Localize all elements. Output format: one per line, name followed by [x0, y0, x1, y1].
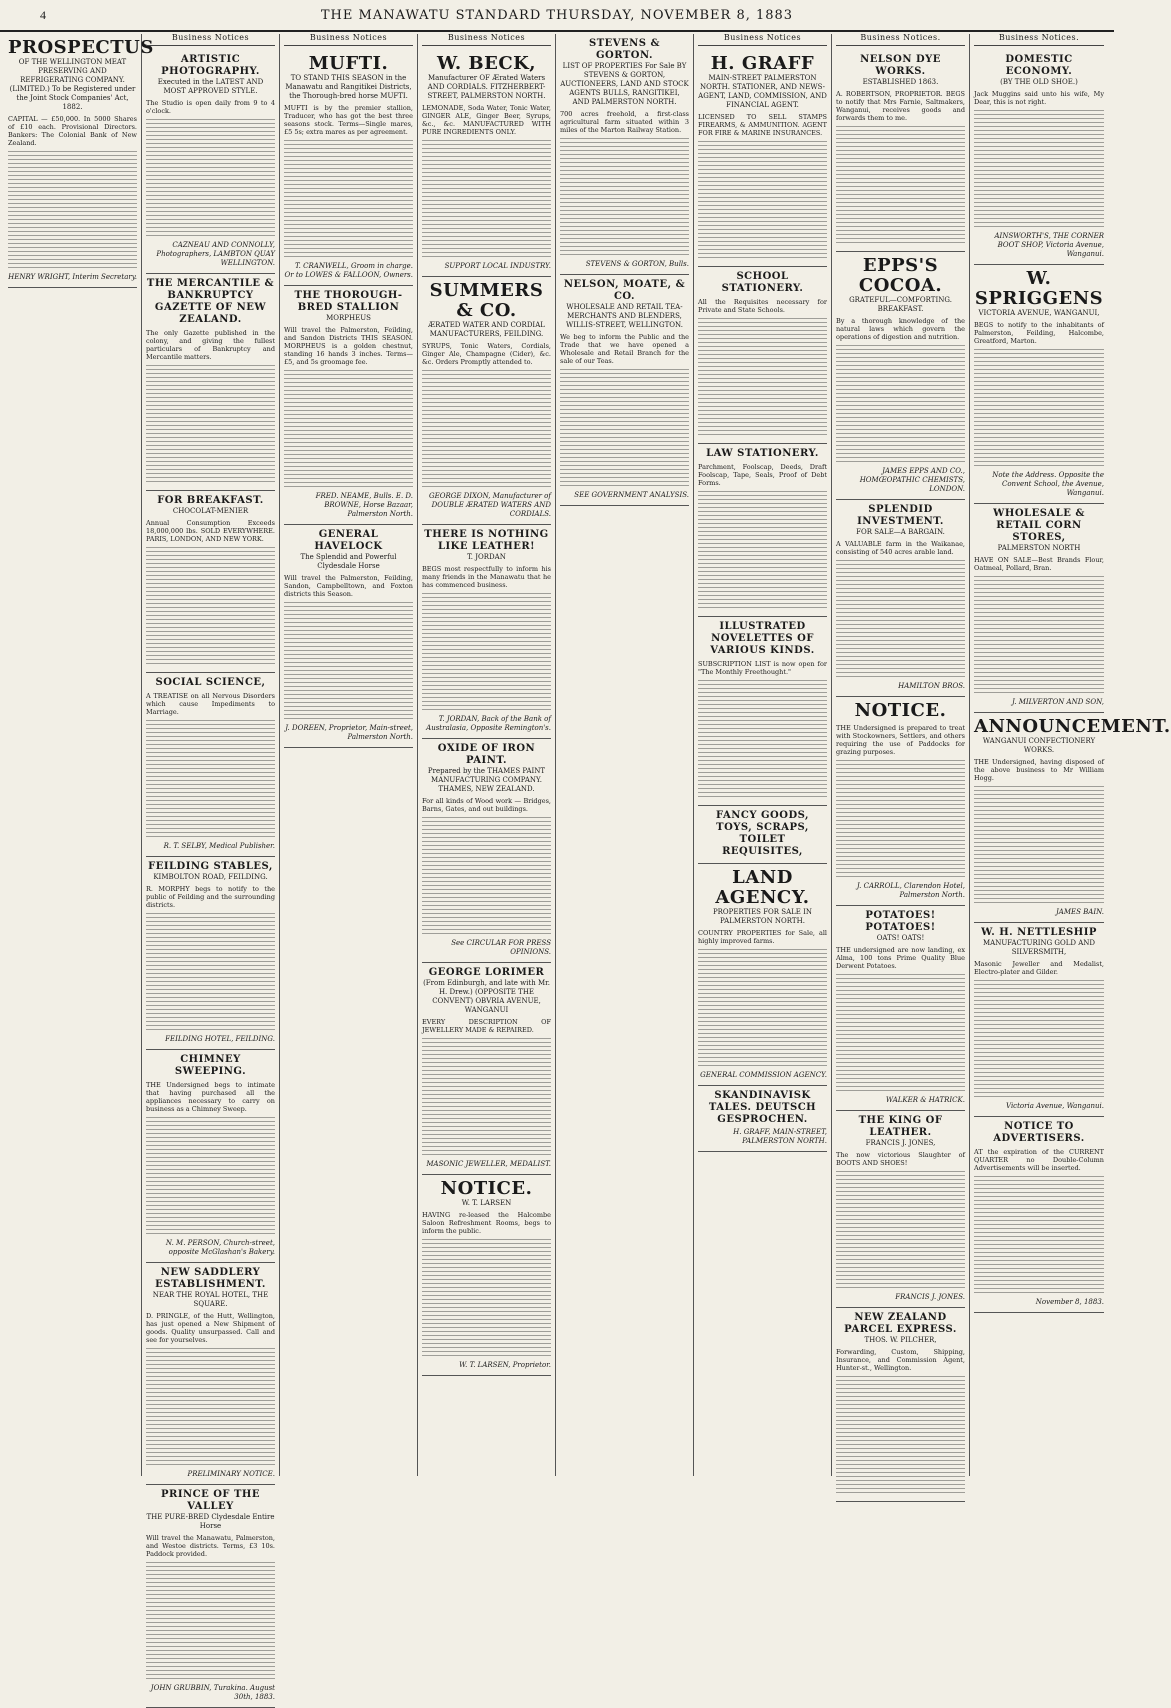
- small-print-lines: [146, 1562, 275, 1682]
- ad-title: FOR BREAKFAST.: [157, 494, 264, 506]
- ad-subtitle: TO STAND THIS SEASON in the Manawatu and Rangitikei Districts, the Thorough-bred horse MUFTI.: [285, 73, 412, 100]
- ad-signature: N. M. PERSON, Church-street, opposite McGlashan's Bakery.: [165, 1238, 275, 1256]
- ad-title: W. H. NETTLESHIP: [981, 926, 1097, 938]
- advertisement: [284, 525, 413, 748]
- masthead: [0, 0, 1114, 32]
- ad-title: NELSON DYE WORKS.: [860, 53, 941, 77]
- advertisement: [284, 50, 413, 286]
- small-print-lines: [836, 345, 965, 465]
- ad-title: SKANDINAVISK TALES. DEUTSCH GESPROCHEN.: [708, 1089, 817, 1125]
- ad-subtitle: KIMBOLTON ROAD, FEILDING.: [153, 872, 268, 881]
- ad-subtitle: W. T. LARSEN: [461, 1198, 512, 1207]
- column-header: Business Notices.: [974, 34, 1104, 46]
- ad-body-text: Annual Consumption Exceeds 18,000,000 lbs. SOLD EVERYWHERE. PARIS, LONDON, AND NEW YORK.: [146, 518, 275, 543]
- ad-body-text: The only Gazette published in the colony, and giving the fullest particulars of Bankruptcy and Mercantile matters.: [146, 328, 275, 361]
- ad-title: NEW ZEALAND PARCEL EXPRESS.: [844, 1311, 957, 1335]
- column-header: Business Notices: [422, 34, 551, 46]
- small-print-lines: [422, 370, 551, 490]
- advertisement: [974, 504, 1104, 713]
- ad-body-text: THE Undersigned is prepared to treat with Stockowners, Settlers, and others requiring the use of Paddocks for grazing purposes.: [836, 723, 965, 756]
- ad-subtitle: FOR SALE—A BARGAIN.: [856, 527, 945, 536]
- ad-body-text: EVERY DESCRIPTION OF JEWELLERY MADE & REPAIRED.: [422, 1017, 551, 1034]
- advertisement: [698, 267, 827, 444]
- column-1: [4, 34, 154, 1476]
- ad-title: EPPS'S COCOA.: [858, 254, 943, 296]
- small-print-lines: [836, 974, 965, 1094]
- ad-subtitle: T. JORDAN: [467, 552, 506, 561]
- ad-subtitle: PROPERTIES FOR SALE IN PALMERSTON NORTH.: [712, 907, 813, 925]
- ad-title: ARTISTIC PHOTOGRAPHY.: [161, 53, 260, 77]
- ad-body-text: A TREATISE on all Nervous Disorders which cause Impediments to Marriage.: [146, 691, 275, 716]
- ad-title: NOTICE TO ADVERTISERS.: [993, 1120, 1085, 1144]
- ad-body-text: SYRUPS, Tonic Waters, Cordials, Ginger Ale, Champagne (Cider), &c. &c. Orders Promptly attended to.: [422, 341, 551, 366]
- advertisement: [698, 1086, 827, 1152]
- ad-signature: J. CARROLL, Clarendon Hotel, Palmerston North.: [856, 881, 965, 899]
- ad-body-text: THE undersigned are now landing, ex Alma, 100 tons Prime Quality Blue Derwent Potatoes.: [836, 945, 965, 970]
- column-6: [694, 34, 832, 1476]
- advertisement: [146, 1485, 275, 1708]
- ad-subtitle: OATS! OATS!: [876, 933, 925, 942]
- ad-signature: November 8, 1883.: [1035, 1297, 1104, 1306]
- ad-subtitle: FRANCIS J. JONES,: [865, 1138, 936, 1147]
- column-5: [556, 34, 694, 1476]
- ad-title: LAND AGENCY.: [715, 866, 810, 908]
- advertisement: [422, 50, 551, 277]
- ad-body-text: THE Undersigned, having disposed of the above business to Mr William Hogg.: [974, 757, 1104, 782]
- ad-title: THERE IS NOTHING LIKE LEATHER!: [424, 528, 549, 552]
- ad-signature: JAMES EPPS AND CO., HOMŒOPATHIC CHEMISTS, LONDON.: [859, 466, 965, 493]
- ad-body-text: All the Requisites necessary for Private and State Schools.: [698, 297, 827, 314]
- small-print-lines: [698, 491, 827, 611]
- ad-title: THE THOROUGH-BRED STALLION: [294, 289, 403, 313]
- ad-title: SPLENDID INVESTMENT.: [857, 503, 944, 527]
- ad-body-text: THE Undersigned begs to intimate that having purchased all the appliances necessary to carry on business as a Chimney Sweep.: [146, 1080, 275, 1113]
- ad-signature: J. DOREEN, Proprietor, Main-street, Palmerston North.: [285, 723, 413, 741]
- ad-signature: MASONIC JEWELLER, MEDALIST.: [426, 1159, 551, 1168]
- ad-signature: SUPPORT LOCAL INDUSTRY.: [444, 261, 551, 270]
- column-3: [280, 34, 418, 1476]
- advertisement: [422, 277, 551, 525]
- small-print-lines: [422, 817, 551, 937]
- ad-body-text: HAVING re-leased the Halcombe Saloon Refreshment Rooms, begs to inform the public.: [422, 1210, 551, 1235]
- ad-title: STEVENS & GORTON.: [588, 38, 661, 61]
- advertisement: [698, 617, 827, 806]
- ad-signature: CAZNEAU AND CONNOLLY, Photographers, LAMBTON QUAY WELLINGTON.: [156, 240, 275, 267]
- ad-body-text: A VALUABLE farm in the Waikanae, consisting of 540 acres arable land.: [836, 539, 965, 556]
- column-header: Business Notices.: [836, 34, 965, 46]
- small-print-lines: [974, 786, 1104, 906]
- small-print-lines: [422, 593, 551, 713]
- ad-body-text: Will travel the Palmerston, Feilding, and Sandon Districts THIS SEASON. MORPHEUS is a golden chestnut, standing 16 hands 3 inches. Terms—£5, and 5s groomage fee.: [284, 325, 413, 366]
- ad-title: FANCY GOODS, TOYS, SCRAPS, TOILET REQUISITES,: [716, 809, 809, 857]
- ad-subtitle: (From Edinburgh, and late with Mr. H. Drew.) (OPPOSITE THE CONVENT) OBVRIA AVENUE, WANGANUI: [423, 978, 550, 1014]
- advertisement: [284, 286, 413, 525]
- small-print-lines: [422, 1038, 551, 1158]
- ad-subtitle: Prepared by the THAMES PAINT MANUFACTURING COMPANY. THAMES, NEW ZEALAND.: [427, 766, 546, 793]
- ad-body-text: The Studio is open daily from 9 to 4 o'clock.: [146, 98, 275, 115]
- ad-subtitle: ESTABLISHED 1863.: [862, 77, 939, 86]
- ad-subtitle: VICTORIA AVENUE, WANGANUI,: [978, 308, 1100, 317]
- ad-signature: T. CRANWELL, Groom in charge. Or to LOWES & FALLOON, Owners.: [284, 261, 413, 279]
- ad-signature: AINSWORTH'S, THE CORNER BOOT SHOP, Victoria Avenue, Wanganui.: [994, 231, 1104, 258]
- advertisement: [836, 50, 965, 252]
- ad-body-text: COUNTRY PROPERTIES for Sale, all highly improved farms.: [698, 928, 827, 945]
- ad-subtitle: MORPHEUS: [326, 313, 371, 322]
- column-2: [142, 33, 280, 1701]
- ad-signature: JOHN GRUBBIN, Turakina. August 30th, 1883.: [150, 1683, 275, 1701]
- ad-signature: T. JORDAN, Back of the Bank of Australasia, Opposite Remington's.: [426, 714, 551, 732]
- ad-body-text: Masonic Jeweller and Medalist, Electro-plater and Gilder.: [974, 959, 1104, 976]
- advertisement: [422, 525, 551, 739]
- ad-body-text: Will travel the Manawatu, Palmerston, and Westoe districts. Terms, £3 10s. Paddock provided.: [146, 1533, 275, 1558]
- ad-body-text: LICENSED TO SELL STAMPS FIREARMS, & AMMUNITION. AGENT FOR FIRE & MARINE INSURANCES.: [698, 112, 827, 137]
- small-print-lines: [974, 1176, 1104, 1296]
- advertisement: [974, 923, 1104, 1117]
- advertisement: [698, 806, 827, 864]
- advertisement: [146, 857, 275, 1050]
- ad-signature: H. GRAFF, MAIN-STREET, PALMERSTON NORTH.: [733, 1127, 827, 1145]
- ad-title: MUFTI.: [308, 52, 389, 74]
- ad-signature: JAMES BAIN.: [1055, 907, 1104, 916]
- small-print-lines: [146, 547, 275, 667]
- column-header: Business Notices: [146, 34, 275, 46]
- small-print-lines: [836, 1171, 965, 1291]
- ad-body-text: A. ROBERTSON, PROPRIETOR. BEGS to notify that Mrs Farnie, Saltmakers, Wanganui, receives goods and forwards them to me.: [836, 89, 965, 122]
- ad-body-text: R. MORPHY begs to notify to the public of Feilding and the surrounding districts.: [146, 884, 275, 909]
- ad-subtitle: (BY THE OLD SHOE.): [1000, 77, 1078, 86]
- advertisement: [698, 444, 827, 617]
- small-print-lines: [422, 140, 551, 260]
- small-print-lines: [284, 370, 413, 490]
- advertisement: [836, 1308, 965, 1502]
- page-title: THE MANAWATU STANDARD THURSDAY, NOVEMBER 8, 1883: [320, 7, 794, 23]
- ad-title: THE KING OF LEATHER.: [858, 1114, 943, 1138]
- ad-signature: WALKER & HATRICK.: [885, 1095, 965, 1104]
- small-print-lines: [698, 141, 827, 261]
- advertisement: [146, 50, 275, 274]
- ad-body-text: BEGS most respectfully to inform his many friends in the Manawatu that he has commenced business.: [422, 564, 551, 589]
- ad-title: ILLUSTRATED NOVELETTES OF VARIOUS KINDS.: [710, 620, 815, 656]
- ad-title: GEORGE LORIMER: [428, 966, 545, 978]
- ad-title: PRINCE OF THE VALLEY: [160, 1488, 260, 1512]
- columns: [4, 33, 1171, 1701]
- ad-title: DOMESTIC ECONOMY.: [1005, 53, 1073, 77]
- ad-signature: SEE GOVERNMENT ANALYSIS.: [574, 491, 689, 499]
- ad-signature: J. MILVERTON AND SON,: [1012, 697, 1104, 706]
- ad-subtitle: WHOLESALE AND RETAIL TEA-MERCHANTS AND BLENDERS, WILLIS-STREET, WELLINGTON.: [566, 303, 683, 329]
- column-header: Business Notices: [284, 34, 413, 46]
- ad-subtitle: THE PURE-BRED Clydesdale Entire Horse: [146, 1512, 275, 1530]
- small-print-lines: [836, 1376, 965, 1496]
- ad-body-text: D. PRINGLE, of the Hutt, Wellington, has just opened a New Shipment of goods. Quality unsurpassed. Call and see for yourselves.: [146, 1311, 275, 1344]
- column-4: [418, 34, 556, 1476]
- small-print-lines: [146, 365, 275, 485]
- small-print-lines: [698, 949, 827, 1069]
- small-print-lines: [974, 980, 1104, 1100]
- ad-title: SUMMERS & CO.: [429, 279, 544, 321]
- ad-title: GENERAL HAVELOCK: [314, 528, 383, 552]
- ad-body-text: By a thorough knowledge of the natural laws which govern the operations of digestion and nutrition.: [836, 316, 965, 341]
- ad-subtitle: WANGANUI CONFECTIONERY WORKS.: [982, 736, 1096, 754]
- ad-signature: GENERAL COMMISSION AGENCY.: [700, 1070, 827, 1079]
- small-print-lines: [836, 560, 965, 680]
- ad-title: FEILDING STABLES,: [148, 860, 273, 872]
- advertisement: [560, 275, 689, 506]
- ad-signature: Note the Address. Opposite the Convent School, the Avenue, Wanganui.: [992, 470, 1104, 497]
- ad-body-text: Jack Muggins said unto his wife, My Dear, this is not right.: [974, 89, 1104, 106]
- ad-title: NELSON, MOATE, & CO.: [563, 279, 686, 302]
- ad-subtitle: MANUFACTURING GOLD AND SILVERSMITH,: [982, 938, 1096, 956]
- ad-signature: FRANCIS J. JONES.: [895, 1292, 965, 1301]
- ad-subtitle: MAIN-STREET PALMERSTON NORTH. STATIONER, AND NEWS-AGENT, LAND, COMMISSION, AND FINANCIAL AGENT.: [698, 73, 827, 109]
- advertisement: [698, 50, 827, 267]
- small-print-lines: [8, 151, 137, 271]
- ad-subtitle: THOS. W. PILCHER,: [864, 1335, 937, 1344]
- advertisement: [974, 713, 1171, 923]
- advertisement: [974, 50, 1104, 265]
- advertisement: [422, 1175, 551, 1376]
- small-print-lines: [284, 140, 413, 260]
- ad-title: SOCIAL SCIENCE,: [155, 676, 266, 688]
- ad-signature: See CIRCULAR FOR PRESS OPINIONS.: [451, 938, 551, 956]
- ad-subtitle: OF THE WELLINGTON MEAT PRESERVING AND REFRIGERATING COMPANY. (LIMITED.) To be Registered under the Joint Stock Companies' Act, 1882.: [9, 58, 136, 111]
- ad-body-text: SUBSCRIPTION LIST is now open for "The Monthly Freethought.": [698, 659, 827, 676]
- small-print-lines: [422, 1239, 551, 1359]
- ad-signature: R. T. SELBY, Medical Publisher.: [163, 841, 275, 850]
- ad-signature: W. T. LARSEN, Proprietor.: [459, 1360, 551, 1369]
- advertisement: [836, 500, 965, 697]
- small-print-lines: [974, 110, 1104, 230]
- ad-subtitle: Executed in the LATEST AND MOST APPROVED STYLE.: [157, 77, 264, 95]
- ad-body-text: BEGS to notify to the inhabitants of Palmerston, Feilding, Halcombe, Greatford, Marton.: [974, 320, 1104, 345]
- ad-body-text: LEMONADE, Soda Water, Tonic Water, GINGER ALE, Ginger Beer, Syrups, &c., &c. MANUFACTURED WITH PURE INGREDIENTS ONLY.: [422, 103, 551, 136]
- small-print-lines: [146, 1348, 275, 1468]
- advertisement: [146, 1263, 275, 1485]
- small-print-lines: [974, 576, 1104, 696]
- ad-signature: FEILDING HOTEL, FEILDING.: [165, 1034, 275, 1043]
- column-header: Business Notices: [698, 34, 827, 46]
- small-print-lines: [560, 138, 689, 258]
- small-print-lines: [146, 720, 275, 840]
- ad-body-text: CAPITAL — £50,000. In 5000 Shares of £10 each. Provisional Directors. Bankers: The Colonial Bank of New Zealand.: [8, 115, 137, 147]
- ad-body-text: AT the expiration of the CURRENT QUARTER no Double-Column Advertisements will be inserted.: [974, 1147, 1104, 1172]
- ad-body-text: Parchment, Foolscap, Deeds, Draft Foolscap, Tape, Seals, Proof of Debt Forms.: [698, 462, 827, 487]
- ad-title: CHIMNEY SWEEPING.: [174, 1053, 247, 1077]
- ad-title: W. SPRIGGENS: [974, 267, 1104, 309]
- ad-title: W. BECK,: [436, 52, 537, 74]
- ad-subtitle: GRATEFUL—COMFORTING. BREAKFAST.: [849, 295, 952, 313]
- ad-title: WHOLESALE & RETAIL CORN STORES,: [993, 507, 1085, 543]
- ad-title: POTATOES! POTATOES!: [865, 909, 936, 933]
- ad-subtitle: Manufacturer OF Ærated Waters AND CORDIALS. FITZHERBERT-STREET, PALMERSTON NORTH.: [427, 73, 546, 100]
- ad-signature: PRELIMINARY NOTICE.: [187, 1469, 275, 1478]
- ad-subtitle: LIST OF PROPERTIES For Sale BY STEVENS & GORTON, AUCTIONEERS, LAND AND STOCK AGENTS BULLS, RANGITIKEI, AND PALMERSTON NORTH.: [560, 62, 689, 106]
- advertisement: [836, 697, 965, 906]
- column-8: [970, 33, 1171, 1476]
- ad-body-text: 700 acres freehold, a first-class agricultural farm situated within 3 miles of the Marton Railway Station.: [560, 110, 689, 134]
- small-print-lines: [284, 602, 413, 722]
- ad-subtitle: NEAR THE ROYAL HOTEL, THE SQUARE.: [152, 1290, 269, 1308]
- advertisement: [422, 963, 551, 1175]
- advertisement: [146, 274, 275, 491]
- small-print-lines: [698, 318, 827, 438]
- ad-subtitle: PALMERSTON NORTH: [997, 543, 1081, 552]
- small-print-lines: [146, 913, 275, 1033]
- ad-title: THE MERCANTILE & BANKRUPTCY GAZETTE OF NEW ZEALAND.: [146, 277, 275, 325]
- column-7: [832, 34, 970, 1476]
- advertisement: [146, 1050, 275, 1263]
- advertisement: [974, 265, 1104, 504]
- ad-title: PROSPECTUS: [8, 37, 154, 58]
- advertisement: [836, 1111, 965, 1308]
- ad-body-text: The now victorious Slaughter of BOOTS AND SHOES!: [836, 1150, 965, 1167]
- small-print-lines: [146, 1117, 275, 1237]
- advertisement: [422, 739, 551, 963]
- ad-signature: FRED. NEAME, Bulls. E. D. BROWNE, Horse Bazaar, Palmerston North.: [315, 491, 413, 518]
- ad-title: SCHOOL STATIONERY.: [721, 270, 804, 294]
- ad-title: NEW SADDLERY ESTABLISHMENT.: [155, 1266, 266, 1290]
- page-number: 4: [40, 8, 47, 22]
- advertisement: [146, 491, 275, 673]
- ad-signature: HAMILTON BROS.: [898, 681, 965, 690]
- advertisement: [560, 34, 689, 275]
- ad-title: H. GRAFF: [710, 52, 815, 74]
- ad-title: ANNOUNCEMENT.: [974, 715, 1171, 737]
- small-print-lines: [836, 760, 965, 880]
- advertisement: [8, 34, 154, 288]
- ad-body-text: MUFTI is by the premier stallion, Traducer, who has got the best three seasons stock. Terms—Single mares, £5 5s; extra mares as per agreement.: [284, 103, 413, 136]
- advertisement: [698, 864, 827, 1086]
- ad-signature: STEVENS & GORTON, Bulls.: [585, 260, 689, 268]
- ad-body-text: HAVE ON SALE—Best Brands Flour, Oatmeal, Pollard, Bran.: [974, 555, 1104, 572]
- ad-body-text: We beg to inform the Public and the Trade that we have opened a Wholesale and Retail Branch for the sale of our Teas.: [560, 333, 689, 365]
- ad-signature: GEORGE DIXON, Manufacturer of DOUBLE ÆRATED WATERS AND CORDIALS.: [429, 491, 551, 518]
- ad-body-text: Forwarding, Custom, Shipping, Insurance, and Commission Agent, Hunter-st., Wellington.: [836, 1347, 965, 1372]
- advertisement: [836, 906, 965, 1111]
- ad-subtitle: CHOCOLAT-MENIER: [172, 506, 249, 515]
- small-print-lines: [560, 369, 689, 489]
- ad-title: NOTICE.: [440, 1177, 533, 1199]
- ad-title: OXIDE OF IRON PAINT.: [437, 742, 536, 766]
- ad-body-text: Will travel the Palmerston, Feilding, Sandon, Campbelltown, and Foxton districts this Season.: [284, 573, 413, 598]
- small-print-lines: [836, 126, 965, 246]
- ad-subtitle: ÆRATED WATER AND CORDIAL MANUFACTURERS, FEILDING.: [428, 320, 545, 338]
- ad-title: LAW STATIONERY.: [706, 447, 819, 459]
- small-print-lines: [698, 680, 827, 800]
- advertisement: [146, 673, 275, 857]
- advertisement: [974, 1117, 1104, 1313]
- ad-title: NOTICE.: [854, 699, 947, 721]
- ad-signature: HENRY WRIGHT, Interim Secretary.: [8, 273, 137, 281]
- small-print-lines: [974, 349, 1104, 469]
- advertisement: [836, 252, 965, 500]
- small-print-lines: [146, 119, 275, 239]
- ad-subtitle: The Splendid and Powerful Clydesdale Horse: [300, 552, 397, 570]
- ad-body-text: For all kinds of Wood work — Bridges, Barns, Gates, and out buildings.: [422, 796, 551, 813]
- ad-signature: Victoria Avenue, Wanganui.: [1006, 1101, 1104, 1110]
